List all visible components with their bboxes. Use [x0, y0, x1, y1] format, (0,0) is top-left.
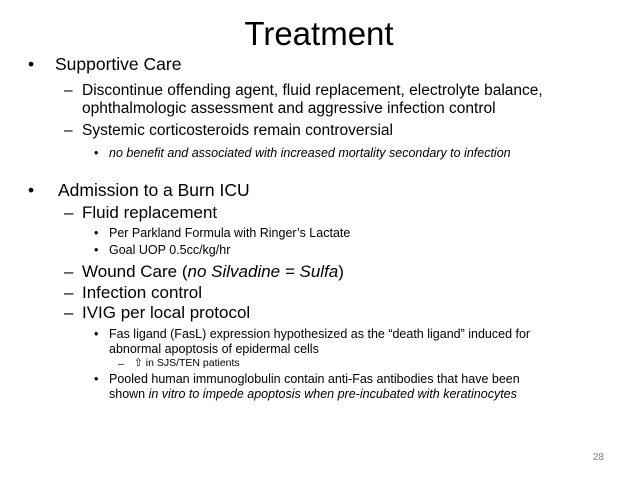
item-pooled-line-1: Pooled human immunoglobulin contain anti-Fas antibodies that have been [109, 372, 520, 386]
wound-care-suffix: ) [338, 262, 344, 281]
dash-marker: – [64, 262, 74, 281]
pooled-line-2-prefix: shown [109, 387, 149, 401]
sub-discontinue-line-2: ophthalmologic assessment and aggressive infection control [82, 100, 496, 117]
dash-marker: – [118, 358, 124, 370]
dash-marker: – [64, 203, 74, 222]
item-goal-uop: Goal UOP 0.5cc/kg/hr [109, 243, 231, 257]
sub-wound-care [82, 262, 344, 282]
pooled-line-2-italic: in vitro to impede apoptosis when pre-incubated with keratinocytes [148, 387, 517, 401]
page-number: 28 [592, 452, 604, 463]
bullet-burn-icu: Admission to a Burn ICU [58, 180, 250, 200]
bullet-marker: • [94, 372, 99, 386]
sub-ivig: IVIG per local protocol [82, 303, 251, 322]
dash-marker: – [64, 122, 73, 139]
item-pooled-line-2 [109, 387, 517, 401]
up-arrow-icon: ⇧ [134, 357, 143, 369]
bullet-supportive-care: Supportive Care [55, 54, 182, 74]
bullet-marker: • [94, 226, 99, 240]
sjs-ten-text: in SJS/TEN patients [142, 357, 240, 369]
bullet-marker: • [28, 54, 35, 74]
slide-title: Treatment [244, 15, 394, 52]
dash-marker: – [64, 283, 74, 302]
wound-care-prefix: Wound Care ( [82, 262, 188, 281]
sub-infection-control: Infection control [82, 283, 203, 302]
note-no-benefit: no benefit and associated with increased mortality secondary to infection [109, 146, 511, 160]
dash-marker: – [64, 303, 74, 322]
item-fas-ligand-line-1: Fas ligand (FasL) expression hypothesized as the “death ligand” induced for [109, 327, 531, 341]
dash-marker: – [64, 82, 73, 99]
wound-care-italic: no Silvadine = Sulfa [187, 262, 339, 281]
sub-discontinue-line-1: Discontinue offending agent, fluid replacement, electrolyte balance, [82, 82, 543, 99]
item-parkland-formula: Per Parkland Formula with Ringer’s Lactate [109, 226, 351, 240]
item-sjs-ten [134, 357, 240, 369]
bullet-marker: • [94, 327, 99, 341]
item-fas-ligand-line-2: abnormal apoptosis of epidermal cells [109, 342, 319, 356]
sub-fluid-replacement: Fluid replacement [82, 203, 218, 222]
bullet-marker: • [28, 180, 35, 200]
bullet-marker: • [94, 146, 99, 160]
bullet-marker: • [94, 243, 99, 257]
sub-corticosteroids: Systemic corticosteroids remain controversial [82, 122, 393, 139]
